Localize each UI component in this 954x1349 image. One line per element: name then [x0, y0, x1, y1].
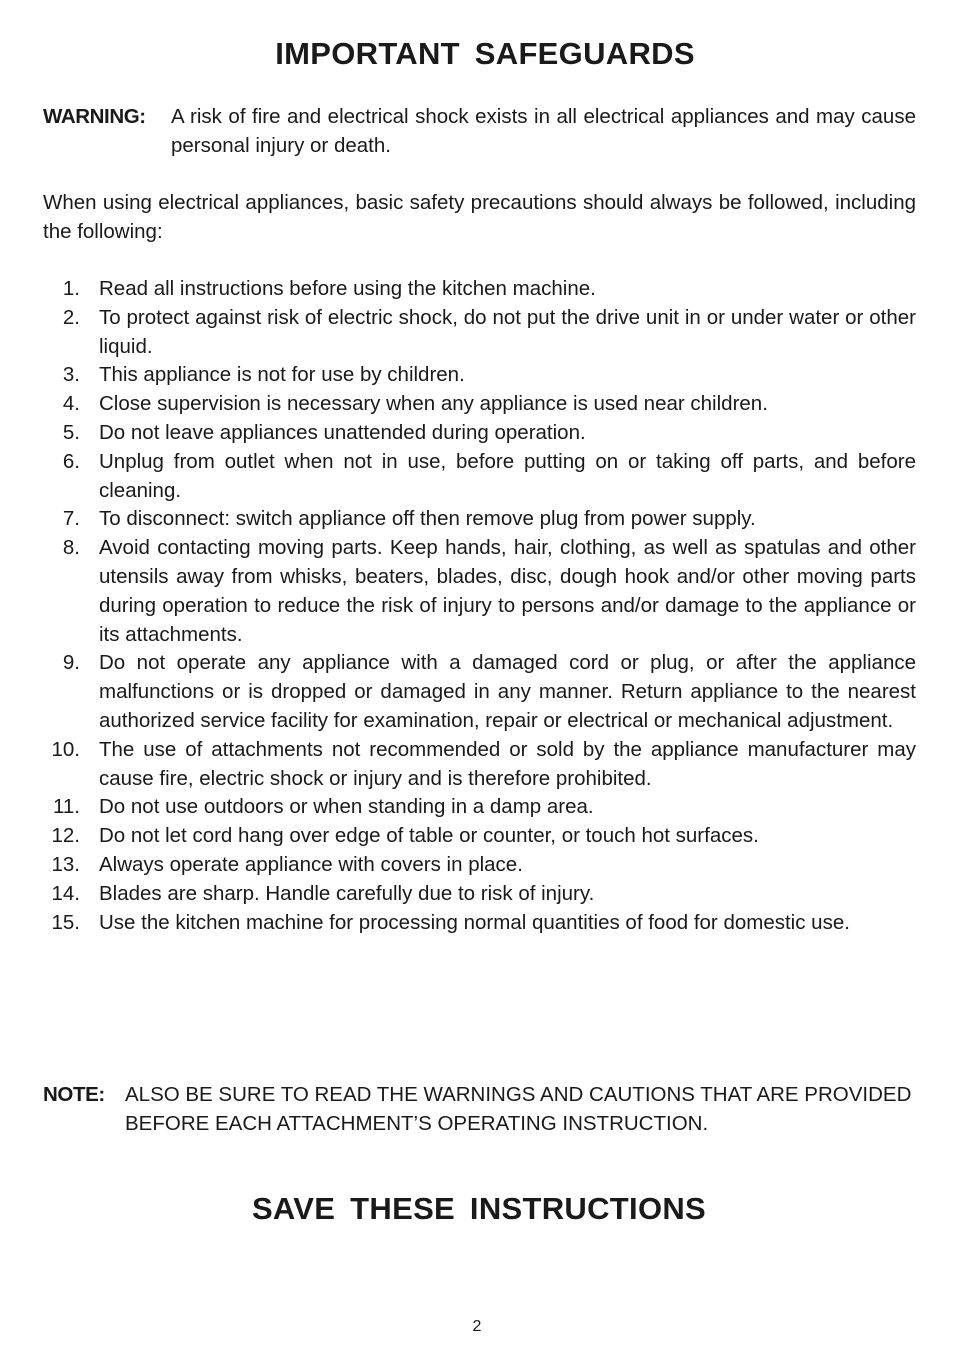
note-label: NOTE: [43, 1083, 105, 1106]
warning-text: A risk of fire and electrical shock exists in all electrical appliances and may cause personal injury or death. [171, 105, 916, 157]
list-item [43, 822, 916, 851]
item-number: 4. [62, 392, 80, 416]
list-item [43, 909, 916, 938]
page-number: 2 [472, 1318, 482, 1335]
list-item [43, 448, 916, 506]
item-text: Blades are sharp. Handle carefully due to risk of injury. [99, 881, 595, 905]
item-number: 14. [51, 881, 80, 905]
item-number: 9. [62, 651, 80, 675]
list-item [43, 505, 916, 534]
item-text: This appliance is not for use by children. [99, 363, 465, 387]
item-number: 2. [62, 305, 80, 329]
item-text: Unplug from outlet when not in use, before putting on or taking off parts, and before cleaning. [99, 449, 916, 502]
list-item [43, 880, 916, 909]
list-item [43, 361, 916, 390]
item-number: 13. [51, 852, 80, 876]
list-item [43, 390, 916, 419]
page-title: IMPORTANT SAFEGUARDS [275, 36, 695, 71]
warning-block [43, 102, 916, 162]
list-item [43, 304, 916, 362]
item-number: 1. [62, 277, 80, 300]
note-text: ALSO BE SURE TO READ THE WARNINGS AND CAUTIONS THAT ARE PROVIDED BEFORE EACH ATTACHMENT’S OPERATING INSTRUCTION. [125, 1083, 912, 1135]
list-item [43, 419, 916, 448]
item-text: Close supervision is necessary when any appliance is used near children. [99, 392, 768, 416]
item-number: 15. [51, 910, 80, 934]
closing-heading: SAVE THESE INSTRUCTIONS [251, 1191, 707, 1226]
list-item [43, 649, 916, 735]
list-item [43, 793, 916, 822]
item-text: Always operate appliance with covers in place. [99, 852, 523, 876]
item-number: 12. [51, 824, 80, 848]
item-number: 3. [62, 363, 80, 387]
item-number: 11. [53, 795, 80, 819]
list-item [43, 275, 916, 304]
list-item [43, 736, 916, 794]
item-number: 5. [62, 420, 80, 444]
item-text: Do not operate any appliance with a damaged cord or plug, or after the appliance malfunctions or is dropped or damaged in any manner. Return appliance to the nearest authorized service facility for examination, repair or electrical or mechanical adjustment. [99, 651, 916, 732]
item-text: Do not let cord hang over edge of table or counter, or touch hot surfaces. [99, 824, 759, 848]
item-text: Do not use outdoors or when standing in a damp area. [99, 795, 594, 819]
list-item [43, 534, 916, 649]
item-text: Avoid contacting moving parts. Keep hands, hair, clothing, as well as spatulas and other utensils away from whisks, beaters, blades, disc, dough hook and/or other moving parts during operation to reduce the risk of injury to persons and/or damage to the appliance or its attachments. [99, 536, 916, 646]
item-number: 7. [62, 507, 80, 531]
item-text: To protect against risk of electric shock, do not put the drive unit in or under water or other liquid. [99, 305, 916, 358]
item-text: The use of attachments not recommended or sold by the appliance manufacturer may cause fire, electric shock or injury and is therefore prohibited. [99, 737, 916, 790]
note-block [43, 1080, 916, 1140]
item-text: Read all instructions before using the kitchen machine. [99, 277, 596, 300]
intro-paragraph: When using electrical appliances, basic safety precautions should always be followed, including the following: [43, 191, 916, 243]
item-number: 8. [62, 536, 80, 560]
item-number: 10. [51, 737, 80, 761]
item-number: 6. [62, 449, 80, 473]
item-text: Use the kitchen machine for processing normal quantities of food for domestic use. [99, 910, 850, 934]
list-item [43, 851, 916, 880]
safeguard-list [43, 275, 916, 937]
item-text: To disconnect: switch appliance off then remove plug from power supply. [99, 507, 756, 531]
warning-label: WARNING: [43, 105, 146, 128]
item-text: Do not leave appliances unattended during operation. [99, 420, 586, 444]
